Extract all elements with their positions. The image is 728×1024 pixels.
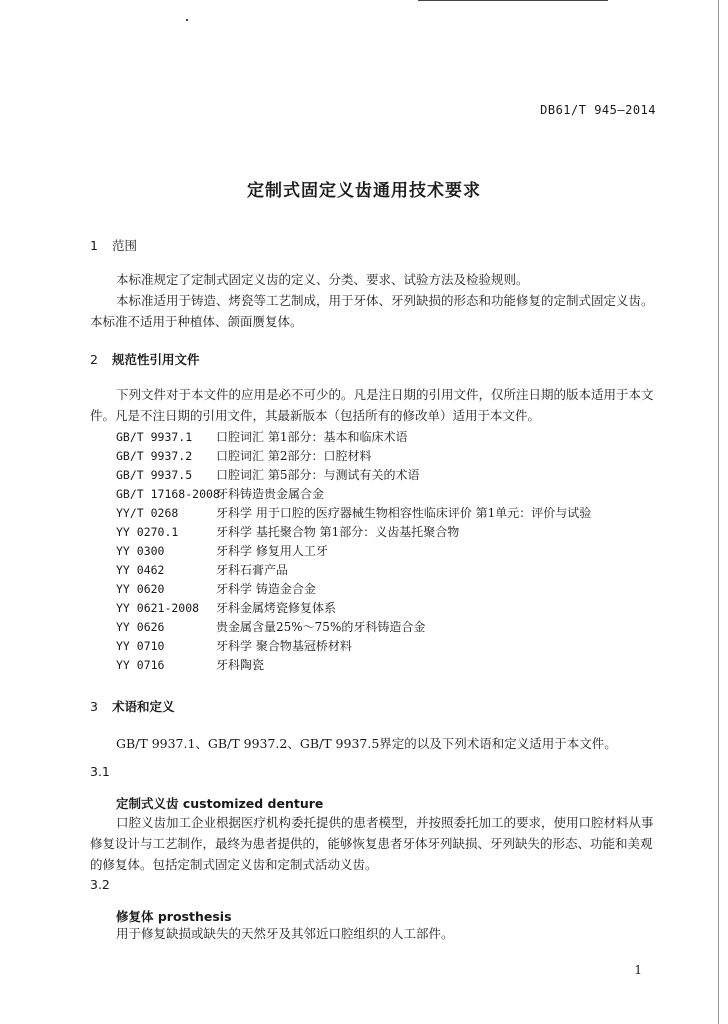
paragraph: GB/T 9937.1、GB/T 9937.2、GB/T 9937.5界定的以及下列术语和定义适用于本文件。	[116, 736, 617, 751]
section-title: 规范性引用文件	[112, 352, 200, 367]
reference-item	[116, 523, 459, 540]
reference-code: YY 0300	[116, 544, 165, 558]
paragraph: 口腔义齿加工企业根据医疗机构委托提供的患者模型，并按照委托加工的要求，使用口腔材料从事	[116, 815, 654, 830]
reference-code: YY 0716	[116, 658, 165, 672]
scan-mark-top	[418, 0, 608, 1]
reference-code: YY 0626	[116, 620, 165, 634]
paragraph-continuation: 件。凡是不注日期的引用文件，其最新版本（包括所有的修改单）适用于本文件。	[90, 408, 541, 423]
scan-mark-right	[718, 0, 719, 1024]
reference-item	[116, 428, 407, 445]
reference-item	[116, 656, 264, 673]
section-3-heading	[90, 697, 175, 715]
reference-item	[116, 599, 336, 616]
reference-item	[116, 637, 352, 654]
reference-code: YY 0621-2008	[116, 601, 200, 615]
section-title: 范围	[112, 238, 138, 253]
reference-item	[116, 485, 324, 502]
reference-item	[116, 504, 591, 521]
reference-code: GB/T 9937.2	[116, 449, 193, 463]
reference-code: YY 0270.1	[116, 525, 179, 539]
section-2-intro	[90, 384, 670, 426]
reference-item	[116, 561, 288, 578]
paragraph-continuation: 的修复体。包括定制式固定义齿和定制式活动义齿。	[90, 857, 378, 872]
term-definition	[90, 923, 670, 944]
section-2-heading	[90, 350, 200, 368]
paragraph-continuation: 修复设计与工艺制作，最终为患者提供的，能够恢复患者牙体牙列缺损、牙列缺失的形态、功能和美观	[90, 836, 653, 851]
reference-code: GB/T 9937.5	[116, 468, 193, 482]
paragraph-continuation: 本标准不适用于种植体、颌面赝复体。	[90, 314, 303, 329]
term-heading: 定制式义齿 customized denture	[116, 796, 324, 811]
reference-title: 口腔词汇 第5部分：与测试有关的术语	[216, 468, 420, 482]
reference-title: 贵金属含量25%～75%的牙科铸造合金	[216, 620, 426, 634]
clause-number-3-2: 3.2	[90, 877, 110, 892]
reference-item	[116, 580, 316, 597]
section-number: 1	[90, 238, 98, 253]
paragraph: 本标准适用于铸造、烤瓷等工艺制成，用于牙体、牙列缺损的形态和功能修复的定制式固定义齿。	[116, 293, 654, 308]
term-definition	[90, 812, 670, 875]
reference-title: 牙科学 聚合物基冠桥材料	[216, 639, 352, 653]
paragraph: 用于修复缺损或缺失的天然牙及其邻近口腔组织的人工部件。	[116, 926, 454, 941]
section-3-intro	[90, 733, 670, 754]
reference-title: 口腔词汇 第1部分：基本和临床术语	[216, 430, 408, 444]
reference-title: 口腔词汇 第2部分：口腔材料	[216, 449, 372, 463]
reference-code: YY 0462	[116, 563, 165, 577]
reference-code: YY 0710	[116, 639, 165, 653]
reference-code: YY 0620	[116, 582, 165, 596]
reference-item	[116, 466, 419, 483]
reference-title: 牙科学 用于口腔的医疗器械生物相容性临床评价 第1单元：评价与试验	[216, 506, 592, 520]
reference-item	[116, 447, 371, 464]
reference-title: 牙科铸造贵金属合金	[216, 487, 325, 501]
page-number: 1	[634, 963, 642, 977]
section-number: 2	[90, 352, 98, 367]
reference-item	[116, 542, 328, 559]
scan-mark-dot	[186, 19, 188, 21]
reference-code: GB/T 17168-2008	[116, 487, 220, 501]
reference-code: GB/T 9937.1	[116, 430, 193, 444]
reference-item	[116, 618, 425, 635]
section-title: 术语和定义	[112, 699, 175, 714]
reference-title: 牙科石膏产品	[216, 563, 289, 577]
paragraph: 本标准规定了定制式固定义齿的定义、分类、要求、试验方法及检验规则。	[116, 272, 529, 287]
reference-title: 牙科学 基托聚合物 第1部分：义齿基托聚合物	[216, 525, 460, 539]
standard-code: DB61/T 945—2014	[540, 103, 656, 117]
paragraph: 下列文件对于本文件的应用是必不可少的。凡是注日期的引用文件，仅所注日期的版本适用于本文	[116, 387, 654, 402]
clause-number-3-1: 3.1	[90, 764, 110, 779]
section-1-heading	[90, 236, 137, 254]
reference-title: 牙科金属烤瓷修复体系	[216, 601, 337, 615]
reference-title: 牙科学 修复用人工牙	[216, 544, 328, 558]
section-1-body	[90, 269, 670, 332]
reference-code: YY/T 0268	[116, 506, 179, 520]
reference-title: 牙科学 铸造金合金	[216, 582, 316, 596]
term-heading: 修复体 prosthesis	[116, 909, 232, 924]
section-number: 3	[90, 699, 98, 714]
document-title: 定制式固定义齿通用技术要求	[247, 181, 481, 201]
reference-title: 牙科陶瓷	[216, 658, 265, 672]
